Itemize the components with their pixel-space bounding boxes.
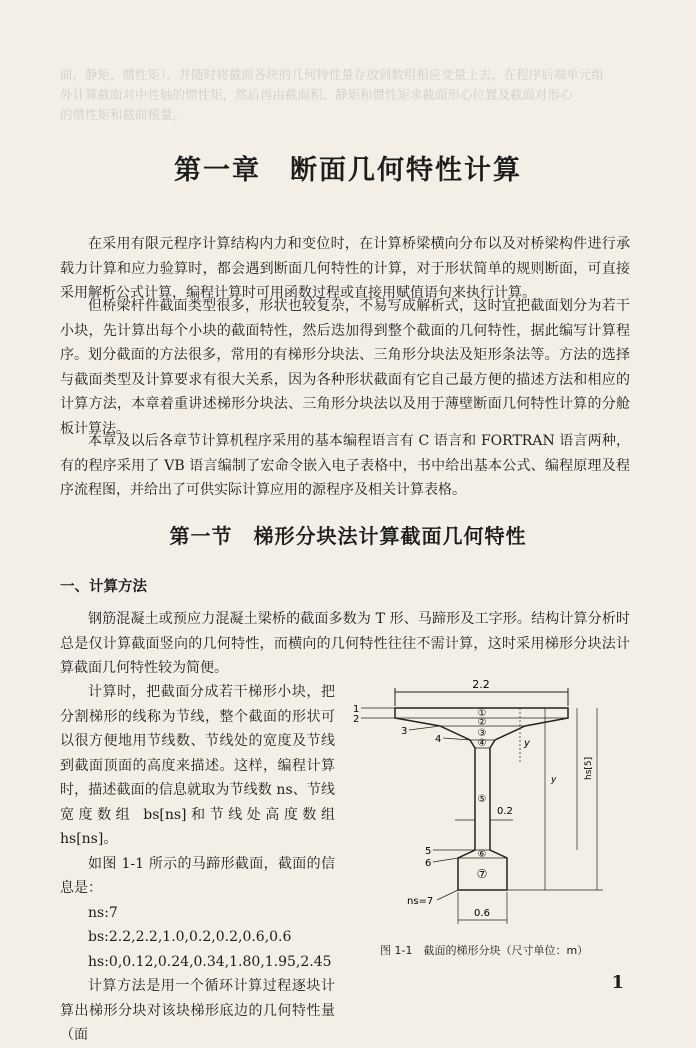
block-label: ④ <box>477 738 487 749</box>
body-paragraph: 计算方法是用一个循环计算过程逐块计算出梯形分块对该块梯形底边的几何特性量（面 <box>60 978 335 1043</box>
node-label: 4 <box>435 734 442 745</box>
figure-1-1 <box>345 680 645 970</box>
dim-bottom-label: 0.6 <box>474 908 490 919</box>
dim-y2-label: y <box>551 775 557 785</box>
block-label: ⑦ <box>476 867 488 881</box>
section-info-bs: bs:2.2,2.2,1.0,0.2,0.2,0.6,0.6 <box>88 929 292 945</box>
node-label: 3 <box>401 726 408 737</box>
block-label: ① <box>477 708 487 719</box>
section-diagram <box>345 680 645 940</box>
body-paragraph: 计算时，把截面分成若干梯形小块，把分割梯形的线称为节线，整个截面的形状可以很方便地用节线数、节线处的宽度及节线到截面顶面的高度来描述。这样，编程计算时，描述截面的信息就取为节线数 ns、节线宽度数组 bs[ns]和节线处高度数组 hs[ns]。 <box>60 684 335 847</box>
bleed-line: 外计算截面对中性轴的惯性矩，然后再由截面积、静矩和惯性矩求截面形心位置及截面对形心 <box>60 87 573 102</box>
node-label: 5 <box>425 846 432 857</box>
chapter-title: 第一章 断面几何特性计算 <box>174 155 522 186</box>
node-label: 2 <box>353 714 360 725</box>
figure-caption: 图 1-1 截面的梯形分块（尺寸单位：m） <box>380 944 589 957</box>
page-number: 1 <box>611 972 624 993</box>
leader-line <box>437 890 458 900</box>
block-label: ⑤ <box>477 794 487 805</box>
node-label: 1 <box>353 704 360 715</box>
dim-hs-label: hs[5] <box>584 756 594 780</box>
node-label: ns=7 <box>407 896 434 907</box>
intro-paragraph: 划分截面的方法很多，常用的有梯形分块法、三角形分块法及矩形条法等。方法的选择与截面类型及计算要求有很大关系，因为各种形状截面有它自己最方便的描述方法和相应的计算方法，本章着重讲述梯形分块法、三角形分块法以及用于薄壁断面几何特性计算的分舱板计算法。 <box>60 347 630 437</box>
body-paragraph: 如图 1-1 所示的马蹄形截面，截面的信息是： <box>60 855 335 896</box>
section-title: 第一节 梯形分块法计算截面几何特性 <box>169 524 527 548</box>
method-paragraph: 钢筋混凝土或预应力混凝土梁桥的截面多数为 T 形、马蹄形及工字形。结构计算分析时总是仅计算截面竖向的几何特性，而横向的几何特性往往不需计算，这时采用梯形分块法计算截面几何特性较为简便。 <box>60 611 630 676</box>
block-label: ② <box>477 717 487 728</box>
intro-paragraph: 在采用有限元程序计算结构内力和变位时，在计算桥梁横向分布以及对桥梁构件进行承载力计算和应力验算时，都会遇到断面几何特性的计算，对于形状简单的规则断面，可直接采用解析公式计算，编程计算时可用函数过程或直接用赋值语句来执行计算。 <box>60 236 630 301</box>
left-column <box>60 680 335 1048</box>
bleed-line: 的惯性矩和截面模量。 <box>60 107 186 122</box>
intro-paragraph: 本章及以后各章节计算机程序采用的基本编程语言有 C 语言和 FORTRAN 语言两种，有的程序采用了 VB 语言编制了宏命令嵌入电子表格中，书中给出基本公式、编程原理及程序流程图，并给出了可供实际计算应用的源程序及相关计算表格。 <box>60 433 630 498</box>
dim-y-label: y <box>524 738 530 749</box>
intro-paragraph: 但桥梁杆件截面类型很多，形状也较复杂，不易写成解析式，这时宜把截面划分为若干小块，先计算出每个小块的截面特性，然后迭加得到整个截面的几何特性，据此编写计算程序。 <box>60 298 630 363</box>
dim-top-label: 2.2 <box>472 680 490 691</box>
dim-web-label: 0.2 <box>497 806 513 817</box>
section-info-hs: hs:0,0.12,0.24,0.34,1.80,1.95,2.45 <box>88 953 332 970</box>
node-label: 6 <box>425 858 432 869</box>
block-label: ⑥ <box>477 849 487 860</box>
leader-line <box>409 726 440 730</box>
bleed-line: 面，静矩，惯性矩），并随时将截面各块的几何特性量存放到数组相应变量上去，在程序后端单元组 <box>60 67 604 82</box>
leader-line <box>433 858 458 862</box>
subheading: 一、计算方法 <box>60 579 147 595</box>
block-label: ③ <box>477 728 487 739</box>
section-info-ns: ns:7 <box>88 904 118 921</box>
